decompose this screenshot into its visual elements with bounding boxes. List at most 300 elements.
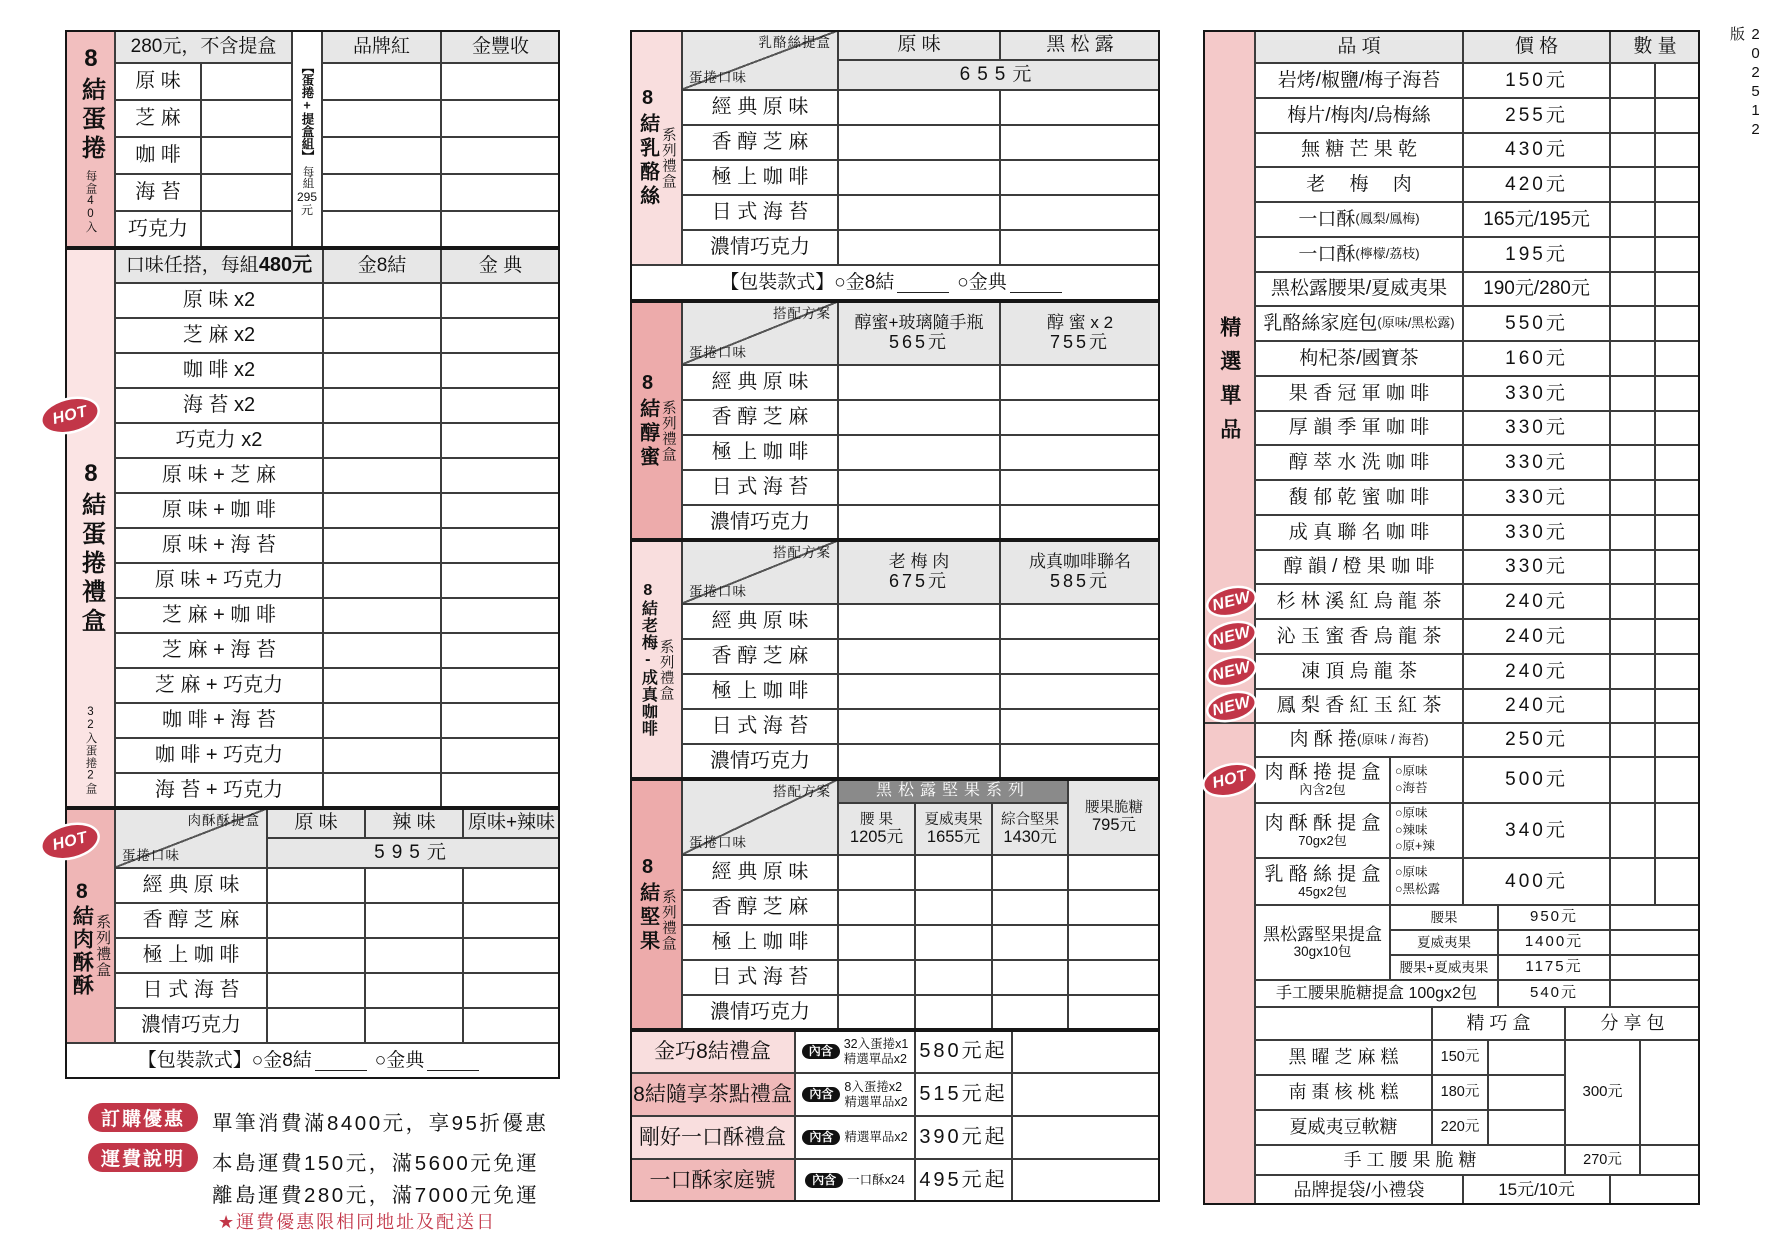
plum-coffee-order-cell[interactable] — [838, 744, 1000, 779]
qty-cell[interactable] — [1655, 376, 1700, 411]
qty-cell[interactable] — [1655, 757, 1700, 803]
cheese-order-cell[interactable] — [838, 195, 1000, 230]
flavor-label: 濃情巧克力 — [115, 1008, 267, 1043]
flavor-label: 香 醇 芝 麻 — [682, 400, 838, 435]
plum-coffee-order-cell[interactable] — [1000, 674, 1160, 709]
order-cell-gold8[interactable] — [323, 458, 441, 493]
column-header-cashew-brittle — [1068, 779, 1160, 855]
column-header-2 — [1000, 540, 1160, 604]
nut-order-cell[interactable] — [992, 960, 1068, 995]
qty-cell[interactable] — [1655, 63, 1700, 98]
combo-flavor-label: 芝 麻 + 咖 啡 — [115, 598, 323, 633]
qty-cell[interactable] — [1610, 167, 1655, 202]
mix-match-header — [115, 248, 323, 283]
series-note: 每盒40入 — [84, 169, 97, 234]
order-cell-gold8[interactable] — [323, 703, 441, 738]
hot-badge: HOT — [39, 394, 101, 438]
order-cell-gold8[interactable] — [323, 668, 441, 703]
order-cell-gold-harvest[interactable] — [441, 174, 560, 211]
flavor-label: 日 式 海 苔 — [682, 960, 838, 995]
qty-cell[interactable] — [1610, 858, 1655, 905]
order-cell[interactable] — [463, 938, 560, 973]
cheese-order-cell[interactable] — [1000, 160, 1160, 195]
qty-cell[interactable] — [1610, 905, 1700, 930]
cheese-order-cell[interactable] — [1000, 90, 1160, 125]
flavor-label: 日 式 海 苔 — [682, 195, 838, 230]
combo-flavor-label: 原 味 x2 — [115, 283, 323, 318]
hot-badge: HOT — [1201, 760, 1258, 800]
packaging-style-row[interactable] — [630, 265, 1160, 301]
item-label — [1255, 619, 1463, 654]
flavor-options[interactable] — [1390, 803, 1463, 858]
qty-cell[interactable] — [1610, 341, 1655, 376]
qty-cell[interactable] — [1610, 980, 1700, 1007]
column-title: 綜合堅果 — [1001, 811, 1059, 828]
cheese-order-cell[interactable] — [838, 125, 1000, 160]
item-sub: 內含2包 — [1299, 782, 1346, 798]
nut-order-cell[interactable] — [838, 960, 915, 995]
order-cell[interactable] — [201, 174, 292, 211]
plum-coffee-order-cell[interactable] — [838, 709, 1000, 744]
nut-order-cell[interactable] — [915, 995, 992, 1030]
series-subtitle: 系列禮盒 — [659, 399, 676, 462]
order-cell[interactable] — [1012, 1159, 1160, 1202]
flavor-label: 極 上 咖 啡 — [682, 160, 838, 195]
item-name: 鳳 梨 香 紅 玉 紅 茶 — [1276, 695, 1442, 717]
order-cell-brand-red[interactable] — [322, 174, 441, 211]
item-label — [1255, 306, 1463, 341]
qty-cell[interactable] — [1655, 272, 1700, 306]
order-cell-gold8[interactable] — [323, 423, 441, 458]
packaging-option-gold8: ○金8結 — [834, 272, 895, 294]
nut-order-cell[interactable] — [838, 925, 915, 960]
item-price: 340元 — [1463, 803, 1610, 858]
order-cell-gold-harvest[interactable] — [441, 211, 560, 248]
order-cell-gold-harvest[interactable] — [441, 63, 560, 100]
qty-cell[interactable] — [1655, 237, 1700, 272]
order-cell-gold8[interactable] — [323, 773, 441, 808]
order-cell-golden[interactable] — [441, 353, 560, 388]
order-cell[interactable] — [365, 903, 463, 938]
item-price: 430元 — [1463, 133, 1610, 167]
order-cell[interactable] — [365, 868, 463, 903]
plum-coffee-order-cell[interactable] — [838, 604, 1000, 639]
qty-cell[interactable] — [1610, 306, 1655, 341]
qty-cell[interactable] — [1655, 167, 1700, 202]
column-price: 585元 — [1049, 571, 1111, 592]
corner-header-bottom — [1255, 1007, 1432, 1040]
gift-name: 8結隨享茶點禮盒 — [630, 1073, 795, 1116]
qty-cell[interactable] — [1655, 480, 1700, 515]
packaging-prefix: 【包裝款式】 — [137, 1050, 252, 1072]
item-price: 15元/10元 — [1463, 1175, 1610, 1205]
item-name: 肉 酥 捲 提 盒 — [1264, 762, 1381, 784]
qty-cell[interactable] — [1610, 98, 1655, 133]
nut-order-cell[interactable] — [992, 855, 1068, 890]
item-price: 330元 — [1463, 515, 1610, 550]
column-title: 醇蜜+玻璃隨手瓶 — [854, 313, 984, 333]
qty-cell[interactable] — [1655, 411, 1700, 445]
item-name: 厚 韻 季 軍 咖 啡 — [1288, 417, 1430, 439]
qty-cell[interactable] — [1610, 272, 1655, 306]
item-label — [1255, 480, 1463, 515]
qty-cell[interactable] — [1610, 550, 1655, 584]
column-title: 成真咖啡聯名 — [1029, 552, 1131, 572]
qty-cell[interactable] — [1655, 515, 1700, 550]
qty-cell[interactable] — [1610, 515, 1655, 550]
item-label — [1255, 445, 1463, 480]
order-cell-golden[interactable] — [441, 563, 560, 598]
order-cell-brand-red[interactable] — [322, 137, 441, 174]
cheese-order-cell[interactable] — [838, 160, 1000, 195]
hot-badge: HOT — [39, 820, 101, 864]
honey-order-cell[interactable] — [838, 435, 1000, 470]
shipping-info-badge: 運費說明 — [88, 1143, 198, 1172]
item-name: 無 糖 芒 果 乾 — [1300, 139, 1418, 161]
order-cell-gold8[interactable] — [323, 633, 441, 668]
honey-order-cell[interactable] — [1000, 505, 1160, 540]
corner-header — [115, 808, 267, 868]
item-name: 杉 林 溪 紅 烏 龍 茶 — [1276, 590, 1442, 612]
new-badge: NEW — [1206, 619, 1258, 655]
order-cell[interactable] — [1012, 1116, 1160, 1159]
order-cell[interactable] — [1012, 1030, 1160, 1073]
honey-order-cell[interactable] — [1000, 400, 1160, 435]
item-label — [1255, 202, 1463, 237]
order-cell-gold8[interactable] — [323, 528, 441, 563]
qty-cell[interactable] — [1640, 1145, 1700, 1175]
qty-cell[interactable] — [1610, 376, 1655, 411]
qty-cell[interactable] — [1488, 1075, 1565, 1110]
column-header-brand-red: 品牌紅 — [322, 30, 441, 63]
qty-cell[interactable] — [1655, 619, 1700, 654]
nut-order-cell[interactable] — [992, 925, 1068, 960]
order-cell-golden[interactable] — [441, 458, 560, 493]
petit-box-price: 180元 — [1432, 1075, 1488, 1110]
qty-cell[interactable] — [1655, 550, 1700, 584]
order-cell-golden[interactable] — [441, 318, 560, 353]
qty-cell[interactable] — [1610, 584, 1655, 619]
qty-cell[interactable] — [1610, 955, 1700, 980]
qty-cell[interactable] — [1610, 723, 1655, 757]
series-subtitle: 系列禮盒 — [657, 638, 674, 701]
order-cell-golden[interactable] — [441, 423, 560, 458]
honey-order-cell[interactable] — [838, 400, 1000, 435]
item-label — [1255, 515, 1463, 550]
qty-cell[interactable] — [1610, 689, 1655, 723]
series-title: 8結蛋捲 — [77, 44, 105, 164]
item-sub: 30gx10包 — [1293, 944, 1352, 960]
order-cell-golden[interactable] — [441, 528, 560, 563]
item-label: 手 工 腰 果 脆 糖 — [1255, 1145, 1565, 1175]
item-price: 420元 — [1463, 167, 1610, 202]
order-cell-golden[interactable] — [441, 598, 560, 633]
order-cell-gold8[interactable] — [323, 353, 441, 388]
combo-flavor-label: 芝 麻 x2 — [115, 318, 323, 353]
qty-cell[interactable] — [1655, 202, 1700, 237]
qty-cell[interactable] — [1655, 306, 1700, 341]
column-header-qty: 數 量 — [1610, 30, 1700, 63]
plum-coffee-order-cell[interactable] — [1000, 709, 1160, 744]
fill-in-blank — [1010, 273, 1062, 294]
honey-order-cell[interactable] — [1000, 435, 1160, 470]
qty-cell[interactable] — [1640, 1040, 1700, 1145]
order-cell-golden[interactable] — [441, 738, 560, 773]
qty-cell[interactable] — [1655, 723, 1700, 757]
qty-cell[interactable] — [1655, 803, 1700, 858]
packaging-style-row[interactable] — [65, 1043, 560, 1079]
nut-type-label: 腰果 — [1390, 905, 1498, 930]
order-discount-text: 單筆消費滿8400元，享95折優惠 — [212, 1112, 549, 1135]
column-header-1: 辣 味 — [365, 808, 463, 838]
item-name: 果 香 冠 軍 咖 啡 — [1288, 382, 1430, 404]
order-cell-golden[interactable] — [441, 388, 560, 423]
order-cell-golden[interactable] — [441, 633, 560, 668]
order-cell[interactable] — [365, 973, 463, 1008]
series-label-8knot-giftbox — [65, 248, 115, 808]
nut-order-cell[interactable] — [992, 995, 1068, 1030]
item-price: 240元 — [1463, 619, 1610, 654]
order-cell-golden[interactable] — [441, 668, 560, 703]
nut-order-cell[interactable] — [1068, 960, 1160, 995]
plum-coffee-order-cell[interactable] — [838, 674, 1000, 709]
flavor-label: 經 典 原 味 — [682, 365, 838, 400]
fill-in-blank — [315, 1051, 367, 1072]
item-name-detail: (原味 / 海苔) — [1357, 731, 1429, 747]
corner-bottom-label: 蛋捲口味 — [689, 834, 747, 850]
combo-flavor-label: 巧克力 x2 — [115, 423, 323, 458]
flavor-label: 日 式 海 苔 — [682, 709, 838, 744]
order-discount-badge: 訂購優惠 — [88, 1103, 198, 1132]
column-price: 755元 — [1049, 332, 1111, 353]
flavor-label: 濃情巧克力 — [682, 744, 838, 779]
item-name: 乳 酪 絲 提 盒 — [1264, 863, 1381, 885]
honey-order-cell[interactable] — [838, 505, 1000, 540]
plum-coffee-order-cell[interactable] — [838, 639, 1000, 674]
order-cell[interactable] — [365, 1008, 463, 1043]
packaging-option-golden: ○金典 — [374, 1050, 425, 1072]
flavor-option[interactable]: ○辣味 — [1395, 822, 1428, 837]
flavor-option[interactable]: ○黑松露 — [1395, 882, 1441, 896]
item-name: 一口酥 — [1298, 208, 1356, 230]
order-cell-gold8[interactable] — [323, 738, 441, 773]
qty-cell[interactable] — [1488, 1040, 1565, 1075]
nut-order-cell[interactable] — [838, 890, 915, 925]
order-cell[interactable] — [463, 868, 560, 903]
series-title: 8結老梅-成真咖啡 — [639, 582, 657, 737]
series-label-plum-coffee — [630, 540, 682, 779]
order-cell[interactable] — [463, 973, 560, 1008]
plum-coffee-order-cell[interactable] — [1000, 744, 1160, 779]
item-price: 240元 — [1463, 584, 1610, 619]
flavor-option[interactable]: ○原味 — [1395, 806, 1428, 821]
gift-contents — [795, 1159, 915, 1202]
flavor-options[interactable] — [1390, 757, 1463, 803]
order-cell-gold8[interactable] — [323, 598, 441, 633]
honey-order-cell[interactable] — [838, 470, 1000, 505]
order-cell[interactable] — [267, 1008, 365, 1043]
order-cell-gold8[interactable] — [323, 493, 441, 528]
qty-cell[interactable] — [1655, 689, 1700, 723]
column-header-nut-1 — [915, 803, 992, 855]
nut-order-cell[interactable] — [1068, 925, 1160, 960]
corner-top-label: 肉酥酥提盒 — [187, 813, 260, 828]
nut-order-cell[interactable] — [992, 890, 1068, 925]
order-cell[interactable] — [1012, 1073, 1160, 1116]
flavor-option[interactable]: ○原味 — [1395, 763, 1428, 778]
item-label: 夏威夷豆軟糖 — [1255, 1110, 1432, 1145]
flavor-options[interactable] — [1390, 858, 1463, 905]
honey-order-cell[interactable] — [838, 365, 1000, 400]
qty-cell[interactable] — [1610, 445, 1655, 480]
nut-order-cell[interactable] — [915, 925, 992, 960]
order-cell-gold8[interactable] — [323, 563, 441, 598]
order-cell-brand-red[interactable] — [322, 63, 441, 100]
gift-name: 剛好一口酥禮盒 — [630, 1116, 795, 1159]
cheese-order-cell[interactable] — [838, 230, 1000, 265]
column-header-share-pack: 分 享 包 — [1565, 1007, 1700, 1040]
flavor-label: 香 醇 芝 麻 — [682, 639, 838, 674]
nut-order-cell[interactable] — [1068, 995, 1160, 1030]
item-name: 岩烤/椒鹽/梅子海苔 — [1277, 69, 1441, 91]
order-cell[interactable] — [201, 63, 292, 100]
qty-cell[interactable] — [1610, 930, 1700, 955]
nut-order-cell[interactable] — [915, 890, 992, 925]
item-price: 195元 — [1463, 237, 1610, 272]
honey-order-cell[interactable] — [1000, 365, 1160, 400]
new-badge: NEW — [1206, 584, 1258, 620]
item-label — [1255, 237, 1463, 272]
qty-cell[interactable] — [1488, 1110, 1565, 1145]
gift-price: 580元起 — [915, 1030, 1012, 1073]
order-cell[interactable] — [201, 137, 292, 174]
order-cell[interactable] — [201, 211, 292, 248]
nut-order-cell[interactable] — [838, 855, 915, 890]
item-price: 540元 — [1498, 980, 1610, 1007]
order-cell[interactable] — [267, 973, 365, 1008]
qty-cell[interactable] — [1610, 63, 1655, 98]
qty-cell[interactable] — [1655, 341, 1700, 376]
qty-cell[interactable] — [1610, 1175, 1700, 1205]
order-cell-gold-harvest[interactable] — [441, 100, 560, 137]
cheese-order-cell[interactable] — [1000, 125, 1160, 160]
flavor-label: 極 上 咖 啡 — [682, 435, 838, 470]
qty-cell[interactable] — [1610, 480, 1655, 515]
order-cell[interactable] — [267, 903, 365, 938]
column-price: 565元 — [888, 332, 950, 353]
order-cell-gold8[interactable] — [323, 318, 441, 353]
nut-order-cell[interactable] — [1068, 855, 1160, 890]
truffle-nut-series-band: 黑松露堅果系列 — [838, 779, 1068, 803]
column-title: 醇 蜜 x 2 — [1046, 313, 1114, 333]
qty-cell[interactable] — [1610, 654, 1655, 689]
price-header: 280元，不含提盒 — [115, 30, 292, 63]
flavor-label: 原 味 — [115, 63, 201, 100]
nut-order-cell[interactable] — [915, 855, 992, 890]
order-cell[interactable] — [201, 100, 292, 137]
cheese-order-cell[interactable] — [1000, 195, 1160, 230]
item-price: 150元 — [1463, 63, 1610, 98]
nut-order-cell[interactable] — [1068, 890, 1160, 925]
qty-cell[interactable] — [1610, 202, 1655, 237]
gift-name: 金巧8結禮盒 — [630, 1030, 795, 1073]
qty-cell[interactable] — [1610, 411, 1655, 445]
flavor-label: 海 苔 — [115, 174, 201, 211]
nut-order-cell[interactable] — [915, 960, 992, 995]
plum-coffee-order-cell[interactable] — [1000, 639, 1160, 674]
order-cell-golden[interactable] — [441, 773, 560, 808]
order-cell-gold8[interactable] — [323, 283, 441, 318]
packaging-option-golden: ○金典 — [957, 272, 1007, 294]
flavor-option[interactable]: ○原+辣 — [1395, 839, 1435, 854]
item-price: 400元 — [1463, 858, 1610, 905]
order-cell[interactable] — [267, 868, 365, 903]
order-cell-golden[interactable] — [441, 283, 560, 318]
nut-order-cell[interactable] — [838, 995, 915, 1030]
new-badge: NEW — [1206, 654, 1258, 690]
qty-cell[interactable] — [1610, 619, 1655, 654]
order-cell-golden[interactable] — [441, 493, 560, 528]
cheese-order-cell[interactable] — [1000, 230, 1160, 265]
qty-cell[interactable] — [1610, 237, 1655, 272]
order-cell[interactable] — [463, 903, 560, 938]
order-cell-golden[interactable] — [441, 703, 560, 738]
qty-cell[interactable] — [1655, 584, 1700, 619]
qty-cell[interactable] — [1610, 133, 1655, 167]
item-name: 沁 玉 蜜 香 烏 龍 茶 — [1276, 625, 1442, 647]
order-cell-brand-red[interactable] — [322, 100, 441, 137]
corner-top-label: 搭配方案 — [773, 306, 831, 321]
qty-cell[interactable] — [1655, 445, 1700, 480]
qty-cell[interactable] — [1655, 654, 1700, 689]
order-cell-brand-red[interactable] — [322, 211, 441, 248]
item-name: 黑松露堅果提盒 — [1263, 925, 1382, 945]
corner-top-label: 搭配方案 — [773, 784, 831, 799]
corner-header — [682, 30, 838, 90]
combo-flavor-label: 原 味 + 咖 啡 — [115, 493, 323, 528]
qty-cell[interactable] — [1655, 858, 1700, 905]
flavor-label: 經 典 原 味 — [682, 90, 838, 125]
flavor-option[interactable]: ○海苔 — [1395, 780, 1428, 795]
item-name: 馥 郁 乾 蜜 咖 啡 — [1288, 486, 1430, 508]
column-header-price: 價 格 — [1463, 30, 1610, 63]
combo-flavor-label: 原 味 + 海 苔 — [115, 528, 323, 563]
plum-coffee-order-cell[interactable] — [1000, 604, 1160, 639]
order-cell-gold-harvest[interactable] — [441, 137, 560, 174]
shipping-outer-island-text: 離島運費280元，滿7000元免運 — [212, 1184, 540, 1207]
corner-header — [682, 779, 838, 855]
qty-cell[interactable] — [1655, 133, 1700, 167]
order-cell[interactable] — [267, 938, 365, 973]
column-header-item: 品 項 — [1255, 30, 1463, 63]
fill-in-blank — [897, 273, 949, 294]
cheese-order-cell[interactable] — [838, 90, 1000, 125]
share-pack-price: 300元 — [1565, 1040, 1640, 1145]
contains-badge: 內含 — [802, 1130, 840, 1145]
qty-cell[interactable] — [1610, 803, 1655, 858]
column-header-golden: 金 典 — [441, 248, 560, 283]
order-cell-gold8[interactable] — [323, 388, 441, 423]
nut-price: 950元 — [1498, 905, 1610, 930]
flavor-option[interactable]: ○原味 — [1395, 865, 1428, 880]
honey-order-cell[interactable] — [1000, 470, 1160, 505]
qty-cell[interactable] — [1610, 757, 1655, 803]
item-label — [1255, 411, 1463, 445]
order-cell[interactable] — [365, 938, 463, 973]
item-label — [1255, 98, 1463, 133]
order-cell[interactable] — [463, 1008, 560, 1043]
qty-cell[interactable] — [1655, 98, 1700, 133]
